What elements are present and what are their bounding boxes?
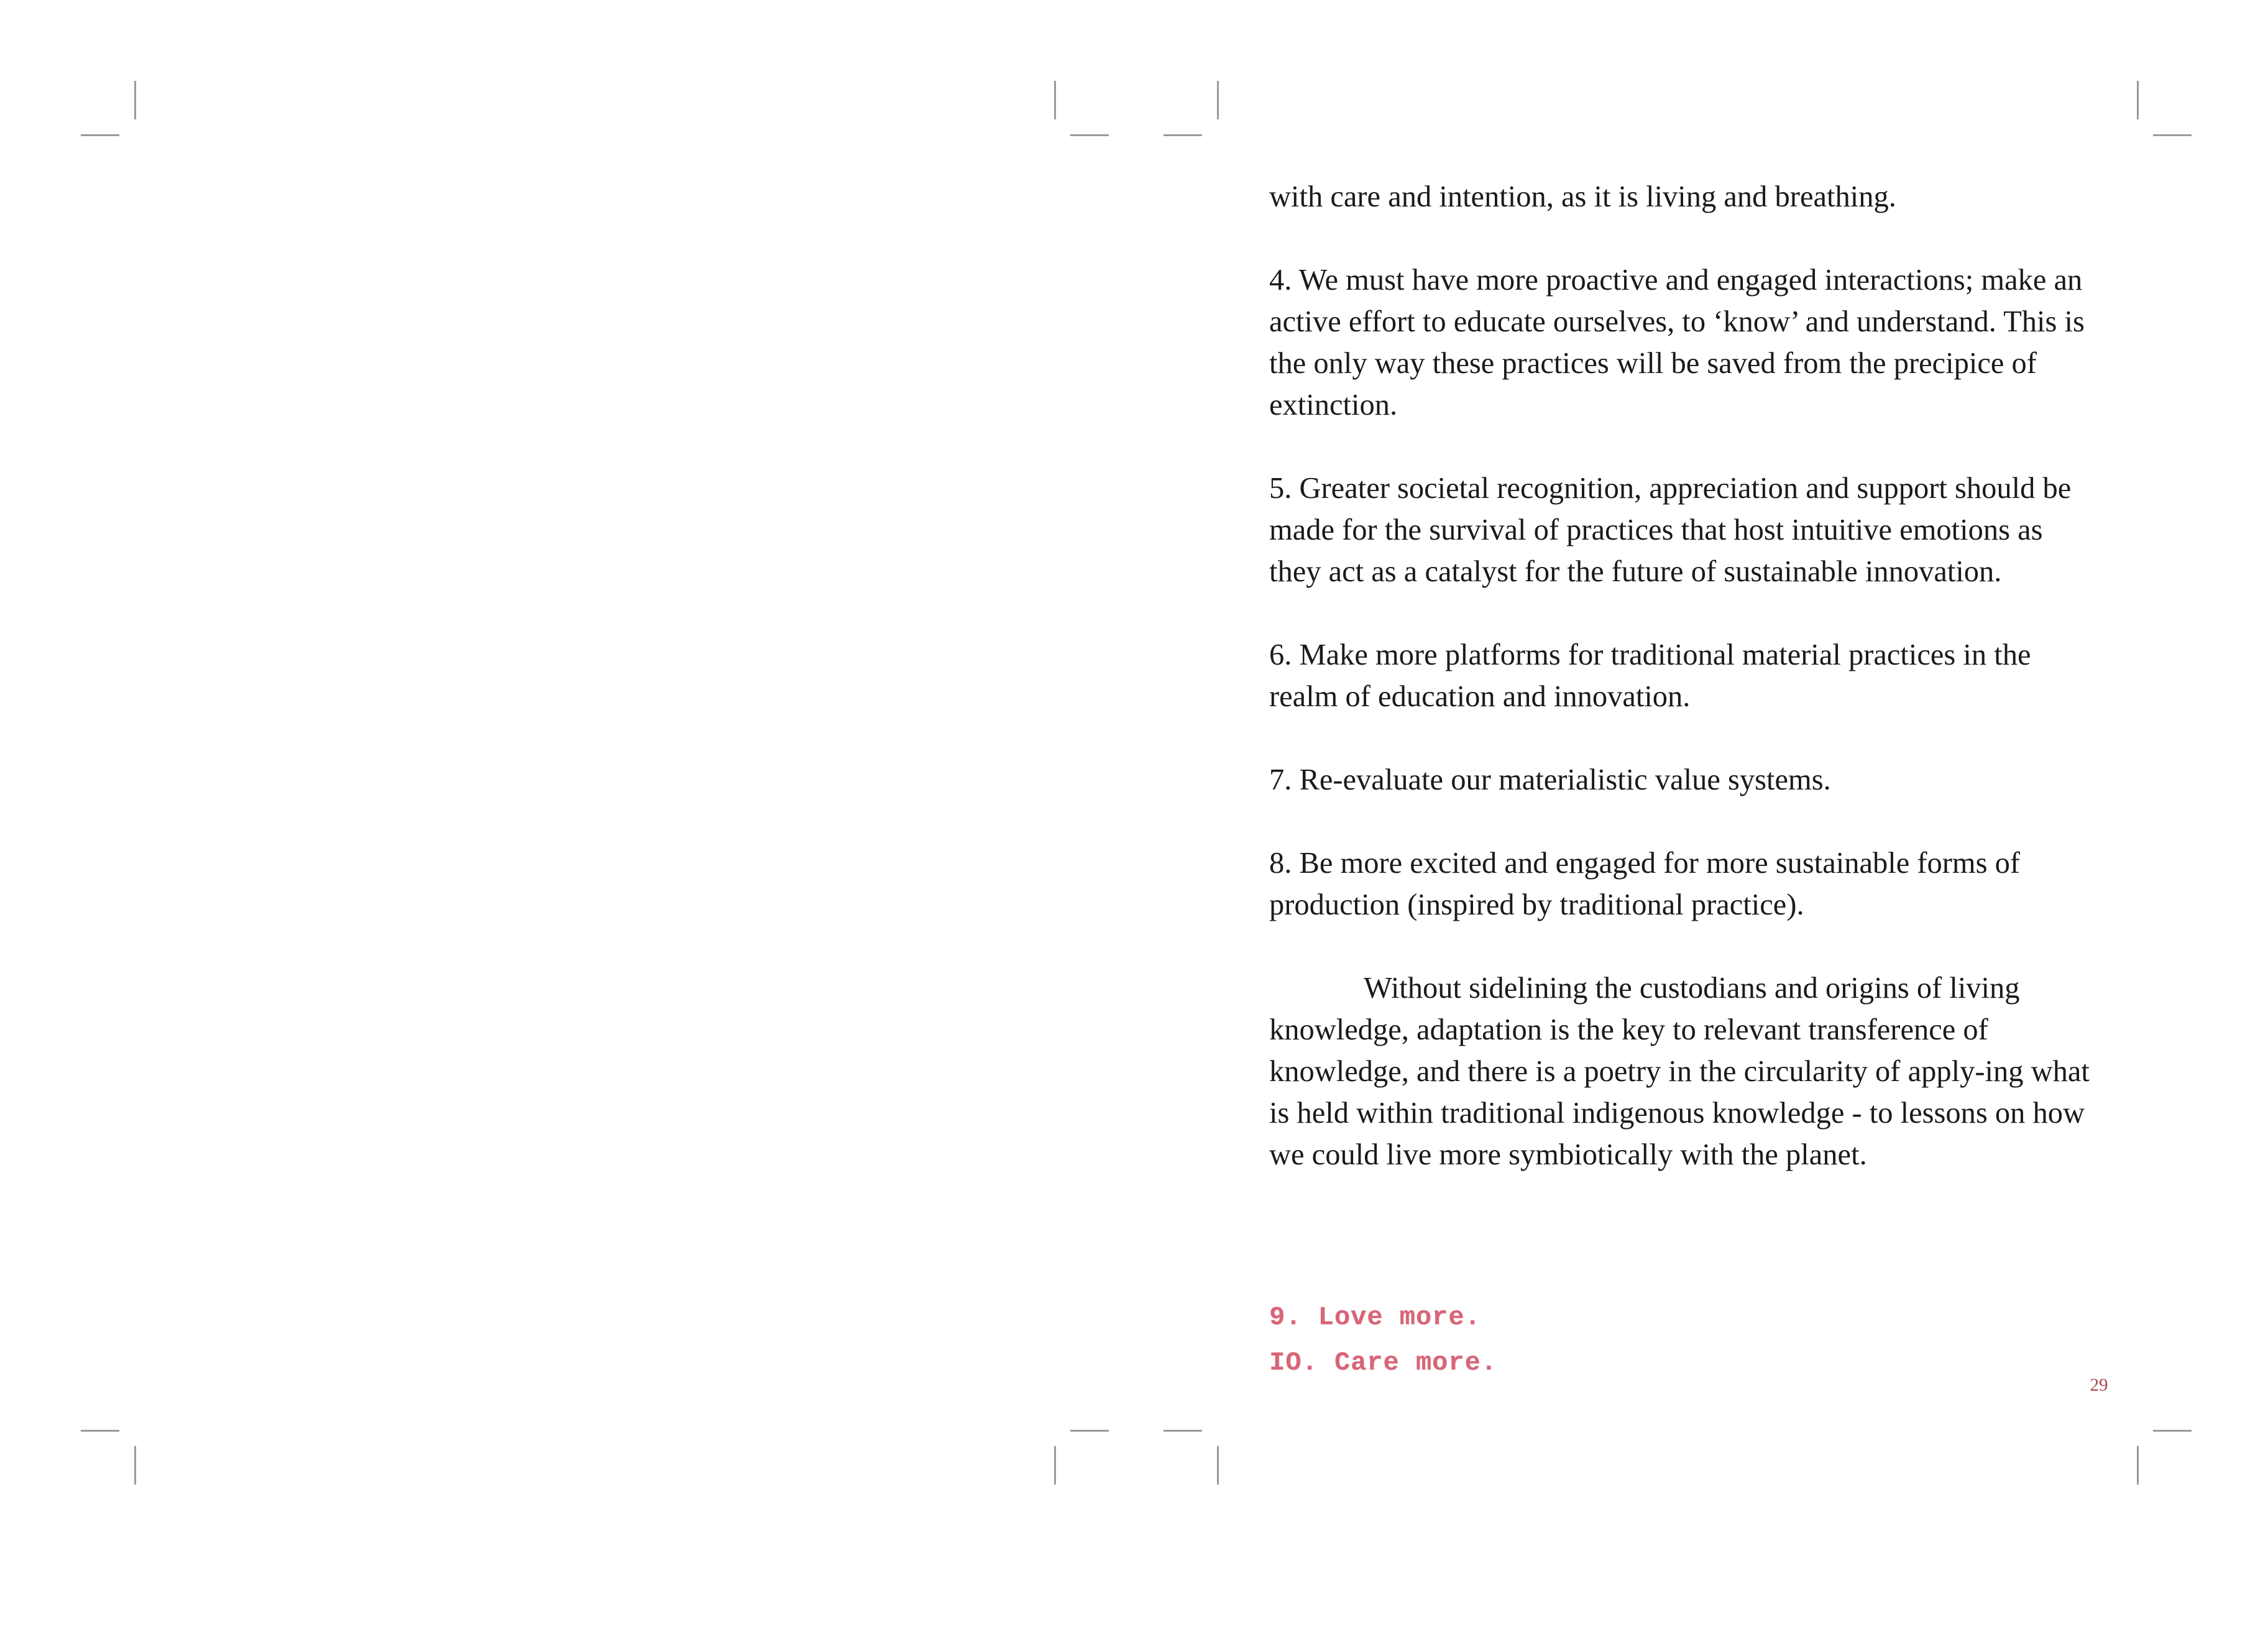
paragraph-point-4: 4. We must have more proactive and engaged interactions; make an active effort to educate ourselves, to ‘know’ and understand. This is the only way these practices will be saved from the precipice of extinction.	[1269, 264, 2085, 421]
paragraph-conclusion: Without sidelining the custodians and origins of living knowledge, adaptation is the key to relevant transference of knowledge, and there is a poetry in the circularity of apply-ing what is held within traditional indigenous knowledge - to lessons on how we could live more symbiotically with the planet.	[1269, 972, 2090, 1171]
page-number: 29	[2090, 1375, 2108, 1395]
crop-mark	[2153, 1430, 2192, 1432]
typewriter-line-love-more: 9. Love more.	[1269, 1302, 1481, 1332]
crop-mark	[81, 1430, 119, 1432]
paragraph-point-8: 8. Be more excited and engaged for more sustainable forms of production (inspired by traditional practice).	[1269, 847, 2021, 921]
right-page-body	[1269, 176, 2096, 1217]
left-page-blank	[134, 134, 1056, 1432]
crop-mark	[2153, 134, 2192, 136]
crop-mark	[1070, 134, 1109, 136]
paragraph-point-7: 7. Re-evaluate our materialistic value systems.	[1269, 763, 1831, 796]
paragraph-point-6: 6. Make more platforms for traditional material practices in the realm of education and innovation.	[1269, 638, 2031, 713]
crop-mark	[134, 1446, 136, 1485]
crop-mark	[2137, 81, 2139, 119]
typewriter-line-care-more: IO. Care more.	[1269, 1348, 1497, 1378]
paragraph-point-5: 5. Greater societal recognition, appreciation and support should be made for the survival of practices that host intuitive emotions as they act as a catalyst for the future of sustainable innovation.	[1269, 472, 2072, 588]
crop-mark	[2137, 1446, 2139, 1485]
crop-mark	[1054, 81, 1056, 119]
crop-mark	[1054, 1446, 1056, 1485]
crop-mark	[1164, 134, 1202, 136]
crop-mark	[81, 134, 119, 136]
paragraph-continuation: with care and intention, as it is living and breathing.	[1269, 180, 1896, 213]
crop-mark	[1217, 81, 1219, 119]
crop-mark	[134, 81, 136, 119]
crop-mark	[1070, 1430, 1109, 1432]
crop-mark	[1217, 1446, 1219, 1485]
crop-mark	[1164, 1430, 1202, 1432]
